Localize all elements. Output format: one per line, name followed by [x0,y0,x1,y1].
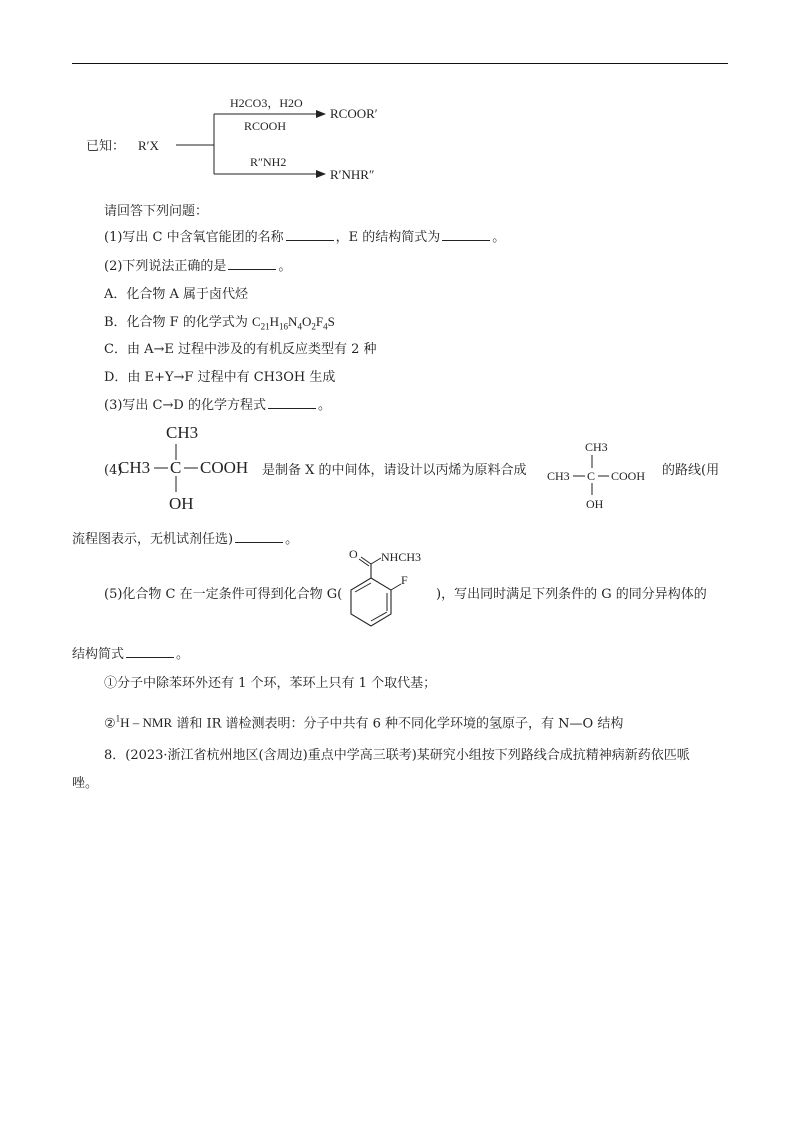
upper-reagent-1: H2CO3，H2O [230,96,303,110]
q4-text-end: 的路线(用 [662,463,720,478]
svg-text:C: C [170,458,182,477]
intro-text: 请回答下列问题： [104,204,209,219]
q4-label: (4) [104,463,123,478]
option-c: C．由 A→E 过程中涉及的有机反应类型有 2 种 [104,342,377,357]
q5-text-after: )，写出同时满足下列条件的 G 的同分异构体的 [436,587,707,602]
answer-blank [268,396,316,409]
answer-blank [235,530,283,543]
q5-line2: 结构简式 。 [72,647,190,662]
formula-f: $C_{21}H_{16}N_4O_2F_4S$ [251,314,335,332]
question-8-line1: 8．(2023·浙江省杭州地区(含周边)重点中学高三联考)某研究小组按下列路线合成抗精神病新药依匹哌 [104,748,690,763]
svg-text:CH3: CH3 [166,423,199,442]
nmr-label: $^1$H – NMR [115,714,173,731]
svg-text:F: F [401,573,408,587]
svg-text:CH3: CH3 [118,458,151,477]
compound-g-structure [335,548,445,640]
big-hydroxy-acid-structure [116,420,258,515]
svg-text:COOH: COOH [200,458,249,477]
q4-text: 是制备 X 的中间体，请设计以丙烯为原料合成 [262,463,527,478]
known-prefix: 已知： [86,138,126,153]
svg-text:C: C [587,469,596,483]
option-a: A．化合物 A 属于卤代烃 [104,287,249,302]
small-hydroxy-acid-structure [545,438,657,516]
known-reactant: R′X [138,138,159,153]
option-b: B．化合物 F 的化学式为 $C_{21}H_{16}N_4O_2F_4S$ [104,314,335,332]
svg-text:OH: OH [586,497,604,511]
question-3: (3)写出 C→D 的化学方程式 。 [104,398,331,413]
upper-product: RCOOR′ [330,106,378,121]
answer-blank [228,257,276,270]
q5-label: (5)化合物 C 在一定条件可得到化合物 G( [104,587,343,602]
answer-blank [442,228,490,241]
q5-condition-1: ①分子中除苯环外还有 1 个环，苯环上只有 1 个取代基； [104,676,437,691]
answer-blank [286,228,334,241]
answer-blank [126,645,174,658]
header-rule [72,63,728,64]
q4-line2: 流程图表示，无机试剂任选) 。 [72,532,299,547]
lower-reagent: R″NH2 [250,155,287,169]
question-1: (1)写出 C 中含氧官能团的名称 ，E 的结构简式为 。 [104,230,506,245]
option-d: D．由 E+Y→F 过程中有 CH3OH 生成 [104,370,336,385]
svg-text:NHCH3: NHCH3 [381,550,422,564]
lower-product: R′NHR″ [330,167,375,182]
svg-text:CH3: CH3 [585,440,608,454]
svg-text:CH3: CH3 [547,469,570,483]
q1-part2: ，E 的结构简式为 [335,230,441,245]
question-2: (2)下列说法正确的是 。 [104,259,292,274]
q5-condition-2: ②$^1$H – NMR 谱和 IR 谱检测表明：分子中共有 6 种不同化学环境的氢原子，有 N—O 结构 [104,714,624,732]
upper-reagent-2: RCOOH [244,119,287,133]
svg-text:O: O [349,548,358,561]
q1-part1: (1)写出 C 中含氧官能团的名称 [104,230,284,245]
svg-text:COOH: COOH [611,469,646,483]
question-8-line2: 唑。 [72,776,99,791]
known-reaction-scheme [80,88,420,188]
svg-text:OH: OH [169,494,194,513]
